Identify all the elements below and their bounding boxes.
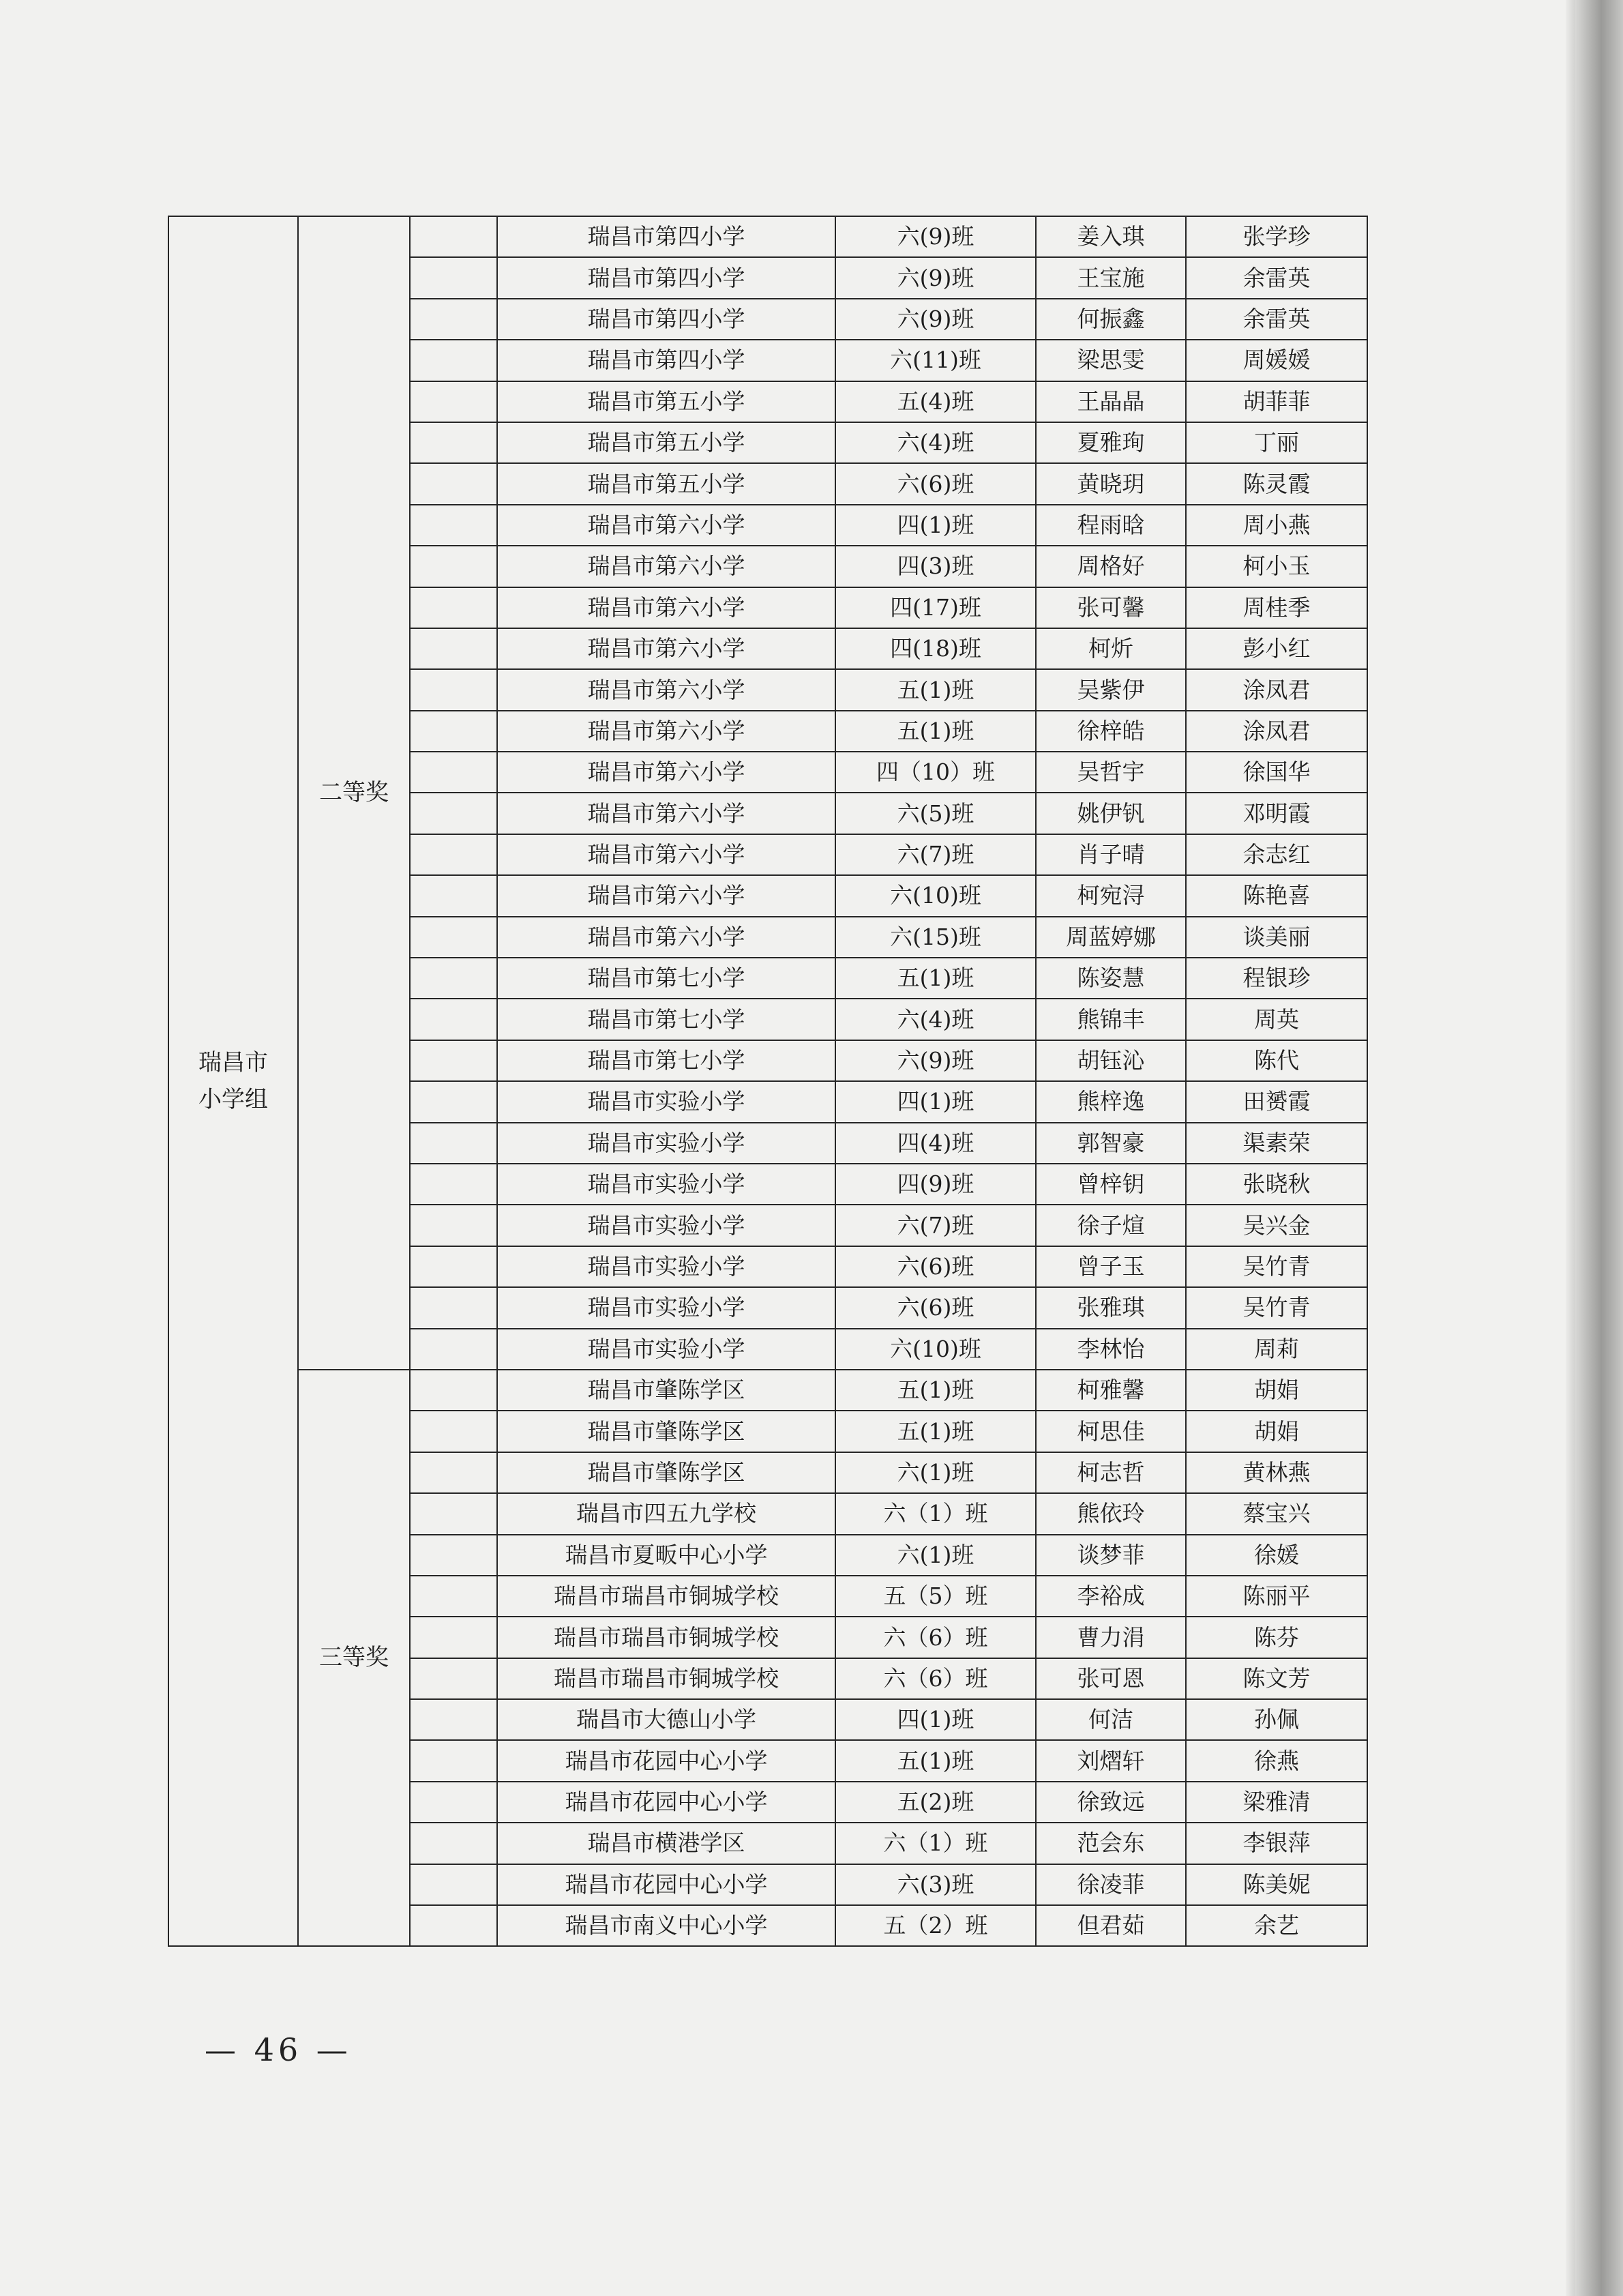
school-cell: 瑞昌市花园中心小学	[497, 1782, 835, 1823]
row-number-cell	[410, 628, 497, 669]
student-cell: 李裕成	[1036, 1576, 1186, 1617]
row-number-cell	[410, 1081, 497, 1122]
row-number-cell	[410, 1617, 497, 1658]
row-number-cell	[410, 1535, 497, 1576]
student-cell: 张雅琪	[1036, 1287, 1186, 1328]
teacher-cell: 蔡宝兴	[1186, 1493, 1367, 1534]
row-number-cell	[410, 1164, 497, 1205]
row-number-cell	[410, 669, 497, 710]
student-cell: 胡钰沁	[1036, 1040, 1186, 1081]
student-cell: 肖子晴	[1036, 834, 1186, 875]
teacher-cell: 李银萍	[1186, 1823, 1367, 1864]
school-cell: 瑞昌市第六小学	[497, 711, 835, 752]
student-cell: 姚伊钒	[1036, 793, 1186, 834]
school-cell: 瑞昌市肇陈学区	[497, 1370, 835, 1411]
teacher-cell: 丁丽	[1186, 422, 1367, 463]
school-cell: 瑞昌市第六小学	[497, 793, 835, 834]
school-cell: 瑞昌市瑞昌市铜城学校	[497, 1658, 835, 1699]
row-number-cell	[410, 1287, 497, 1328]
school-cell: 瑞昌市第五小学	[497, 463, 835, 504]
teacher-cell: 余雷英	[1186, 299, 1367, 340]
class-cell: 六(9)班	[835, 299, 1036, 340]
school-cell: 瑞昌市实验小学	[497, 1164, 835, 1205]
class-cell: 六(1)班	[835, 1452, 1036, 1493]
award-table-body	[168, 216, 1367, 1946]
class-cell: 六(7)班	[835, 834, 1036, 875]
row-number-cell	[410, 587, 497, 628]
student-cell: 刘熠轩	[1036, 1740, 1186, 1781]
page-binding-shadow	[1566, 0, 1575, 2296]
teacher-cell: 余志红	[1186, 834, 1367, 875]
class-cell: 六(3)班	[835, 1864, 1036, 1905]
class-cell: 四(1)班	[835, 1081, 1036, 1122]
class-cell: 六(9)班	[835, 257, 1036, 298]
row-number-cell	[410, 1493, 497, 1534]
teacher-cell: 胡菲菲	[1186, 381, 1367, 422]
student-cell: 李林怡	[1036, 1329, 1186, 1370]
teacher-cell: 张学珍	[1186, 216, 1367, 257]
row-number-cell	[410, 1576, 497, 1617]
student-cell: 何洁	[1036, 1699, 1186, 1740]
teacher-cell: 涂凤君	[1186, 711, 1367, 752]
class-cell: 六(4)班	[835, 999, 1036, 1040]
row-number-cell	[410, 1123, 497, 1164]
student-cell: 姜入琪	[1036, 216, 1186, 257]
school-cell: 瑞昌市第四小学	[497, 340, 835, 381]
row-number-cell	[410, 1040, 497, 1081]
teacher-cell: 余雷英	[1186, 257, 1367, 298]
school-cell: 瑞昌市横港学区	[497, 1823, 835, 1864]
class-cell: 六（1）班	[835, 1493, 1036, 1534]
school-cell: 瑞昌市花园中心小学	[497, 1740, 835, 1781]
award-level-cell: 三等奖	[298, 1370, 410, 1946]
class-cell: 六（1）班	[835, 1823, 1036, 1864]
student-cell: 熊锦丰	[1036, 999, 1186, 1040]
school-cell: 瑞昌市第六小学	[497, 834, 835, 875]
teacher-cell: 陈代	[1186, 1040, 1367, 1081]
school-cell: 瑞昌市实验小学	[497, 1246, 835, 1287]
school-cell: 瑞昌市第四小学	[497, 216, 835, 257]
class-cell: 六(6)班	[835, 463, 1036, 504]
row-number-cell	[410, 1329, 497, 1370]
teacher-cell: 张晓秋	[1186, 1164, 1367, 1205]
school-cell: 瑞昌市南义中心小学	[497, 1905, 835, 1946]
class-cell: 四(3)班	[835, 546, 1036, 587]
student-cell: 范会东	[1036, 1823, 1186, 1864]
class-cell: 五(2)班	[835, 1782, 1036, 1823]
row-number-cell	[410, 216, 497, 257]
class-cell: 六(6)班	[835, 1287, 1036, 1328]
class-cell: 五（2）班	[835, 1905, 1036, 1946]
class-cell: 四（10）班	[835, 752, 1036, 793]
teacher-cell: 田赟霞	[1186, 1081, 1367, 1122]
student-cell: 徐致远	[1036, 1782, 1186, 1823]
school-cell: 瑞昌市第六小学	[497, 628, 835, 669]
school-cell: 瑞昌市第六小学	[497, 875, 835, 916]
student-cell: 曾梓钥	[1036, 1164, 1186, 1205]
school-cell: 瑞昌市实验小学	[497, 1123, 835, 1164]
student-cell: 柯志哲	[1036, 1452, 1186, 1493]
row-number-cell	[410, 1452, 497, 1493]
teacher-cell: 吴竹青	[1186, 1287, 1367, 1328]
school-cell: 瑞昌市第六小学	[497, 752, 835, 793]
class-cell: 五(1)班	[835, 958, 1036, 999]
row-number-cell	[410, 1823, 497, 1864]
school-cell: 瑞昌市瑞昌市铜城学校	[497, 1617, 835, 1658]
award-table	[168, 216, 1368, 1947]
teacher-cell: 徐燕	[1186, 1740, 1367, 1781]
teacher-cell: 吴竹青	[1186, 1246, 1367, 1287]
teacher-cell: 徐媛	[1186, 1535, 1367, 1576]
school-cell: 瑞昌市第六小学	[497, 505, 835, 546]
class-cell: 六(15)班	[835, 917, 1036, 958]
row-number-cell	[410, 958, 497, 999]
school-cell: 瑞昌市花园中心小学	[497, 1864, 835, 1905]
student-cell: 徐梓皓	[1036, 711, 1186, 752]
student-cell: 熊依玲	[1036, 1493, 1186, 1534]
school-cell: 瑞昌市第六小学	[497, 669, 835, 710]
school-cell: 瑞昌市夏畈中心小学	[497, 1535, 835, 1576]
row-number-cell	[410, 1411, 497, 1452]
teacher-cell: 程银珍	[1186, 958, 1367, 999]
class-cell: 六(7)班	[835, 1205, 1036, 1246]
class-cell: 五(1)班	[835, 1740, 1036, 1781]
school-cell: 瑞昌市第七小学	[497, 958, 835, 999]
teacher-cell: 吴兴金	[1186, 1205, 1367, 1246]
group-label-line2: 小学组	[198, 1086, 268, 1114]
class-cell: 四(1)班	[835, 505, 1036, 546]
page-number: — 46 —	[205, 2031, 352, 2068]
class-cell: 六（6）班	[835, 1617, 1036, 1658]
row-number-cell	[410, 381, 497, 422]
student-cell: 张可馨	[1036, 587, 1186, 628]
class-cell: 六（6）班	[835, 1658, 1036, 1699]
row-number-cell	[410, 1246, 497, 1287]
row-number-cell	[410, 422, 497, 463]
teacher-cell: 渠素荣	[1186, 1123, 1367, 1164]
student-cell: 曹力涓	[1036, 1617, 1186, 1658]
teacher-cell: 彭小红	[1186, 628, 1367, 669]
student-cell: 柯炘	[1036, 628, 1186, 669]
class-cell: 五(4)班	[835, 381, 1036, 422]
teacher-cell: 周小燕	[1186, 505, 1367, 546]
teacher-cell: 黄林燕	[1186, 1452, 1367, 1493]
class-cell: 五(1)班	[835, 669, 1036, 710]
row-number-cell	[410, 1205, 497, 1246]
class-cell: 六(9)班	[835, 216, 1036, 257]
row-number-cell	[410, 463, 497, 504]
teacher-cell: 陈艳喜	[1186, 875, 1367, 916]
class-cell: 五(1)班	[835, 711, 1036, 752]
class-cell: 六(9)班	[835, 1040, 1036, 1081]
school-cell: 瑞昌市实验小学	[497, 1287, 835, 1328]
class-cell: 五（5）班	[835, 1576, 1036, 1617]
row-number-cell	[410, 299, 497, 340]
school-cell: 瑞昌市第四小学	[497, 257, 835, 298]
teacher-cell: 周媛媛	[1186, 340, 1367, 381]
row-number-cell	[410, 999, 497, 1040]
teacher-cell: 陈丽平	[1186, 1576, 1367, 1617]
school-cell: 瑞昌市第六小学	[497, 917, 835, 958]
student-cell: 梁思雯	[1036, 340, 1186, 381]
teacher-cell: 周莉	[1186, 1329, 1367, 1370]
school-cell: 瑞昌市第五小学	[497, 422, 835, 463]
teacher-cell: 陈美妮	[1186, 1864, 1367, 1905]
row-number-cell	[410, 875, 497, 916]
class-cell: 六(5)班	[835, 793, 1036, 834]
school-cell: 瑞昌市第六小学	[497, 546, 835, 587]
teacher-cell: 孙佩	[1186, 1699, 1367, 1740]
class-cell: 四(18)班	[835, 628, 1036, 669]
group-cell	[168, 216, 298, 1946]
school-cell: 瑞昌市第七小学	[497, 1040, 835, 1081]
teacher-cell: 柯小玉	[1186, 546, 1367, 587]
student-cell: 黄晓玥	[1036, 463, 1186, 504]
row-number-cell	[410, 1864, 497, 1905]
teacher-cell: 胡娟	[1186, 1411, 1367, 1452]
school-cell: 瑞昌市肇陈学区	[497, 1411, 835, 1452]
student-cell: 程雨晗	[1036, 505, 1186, 546]
student-cell: 吴哲宇	[1036, 752, 1186, 793]
row-number-cell	[410, 834, 497, 875]
row-number-cell	[410, 1370, 497, 1411]
student-cell: 但君茹	[1036, 1905, 1186, 1946]
teacher-cell: 陈文芳	[1186, 1658, 1367, 1699]
row-number-cell	[410, 917, 497, 958]
school-cell: 瑞昌市肇陈学区	[497, 1452, 835, 1493]
teacher-cell: 徐国华	[1186, 752, 1367, 793]
table-row	[168, 216, 1367, 257]
student-cell: 柯思佳	[1036, 1411, 1186, 1452]
class-cell: 四(4)班	[835, 1123, 1036, 1164]
class-cell: 六(10)班	[835, 875, 1036, 916]
row-number-cell	[410, 793, 497, 834]
school-cell: 瑞昌市四五九学校	[497, 1493, 835, 1534]
student-cell: 谈梦菲	[1036, 1535, 1186, 1576]
school-cell: 瑞昌市大德山小学	[497, 1699, 835, 1740]
teacher-cell: 周桂季	[1186, 587, 1367, 628]
row-number-cell	[410, 752, 497, 793]
student-cell: 熊梓逸	[1036, 1081, 1186, 1122]
student-cell: 何振鑫	[1036, 299, 1186, 340]
teacher-cell: 胡娟	[1186, 1370, 1367, 1411]
class-cell: 四(9)班	[835, 1164, 1036, 1205]
school-cell: 瑞昌市实验小学	[497, 1205, 835, 1246]
teacher-cell: 陈芬	[1186, 1617, 1367, 1658]
student-cell: 张可恩	[1036, 1658, 1186, 1699]
teacher-cell: 梁雅清	[1186, 1782, 1367, 1823]
student-cell: 周格好	[1036, 546, 1186, 587]
school-cell: 瑞昌市第六小学	[497, 587, 835, 628]
row-number-cell	[410, 1905, 497, 1946]
class-cell: 五(1)班	[835, 1370, 1036, 1411]
school-cell: 瑞昌市第五小学	[497, 381, 835, 422]
teacher-cell: 陈灵霞	[1186, 463, 1367, 504]
row-number-cell	[410, 546, 497, 587]
student-cell: 吴紫伊	[1036, 669, 1186, 710]
school-cell: 瑞昌市瑞昌市铜城学校	[497, 1576, 835, 1617]
teacher-cell: 余艺	[1186, 1905, 1367, 1946]
student-cell: 曾子玉	[1036, 1246, 1186, 1287]
group-label-line1: 瑞昌市	[198, 1048, 268, 1076]
student-cell: 徐凌菲	[1036, 1864, 1186, 1905]
row-number-cell	[410, 711, 497, 752]
award-level-cell: 二等奖	[298, 216, 410, 1370]
row-number-cell	[410, 1699, 497, 1740]
row-number-cell	[410, 1740, 497, 1781]
teacher-cell: 涂凤君	[1186, 669, 1367, 710]
student-cell: 陈姿慧	[1036, 958, 1186, 999]
school-cell: 瑞昌市实验小学	[497, 1081, 835, 1122]
student-cell: 柯宛浔	[1036, 875, 1186, 916]
student-cell: 夏雅珣	[1036, 422, 1186, 463]
row-number-cell	[410, 1658, 497, 1699]
page-edge	[1575, 0, 1623, 2296]
class-cell: 五(1)班	[835, 1411, 1036, 1452]
table-row	[168, 1370, 1367, 1411]
student-cell: 郭智豪	[1036, 1123, 1186, 1164]
school-cell: 瑞昌市第七小学	[497, 999, 835, 1040]
student-cell: 徐子煊	[1036, 1205, 1186, 1246]
row-number-cell	[410, 1782, 497, 1823]
class-cell: 六(11)班	[835, 340, 1036, 381]
teacher-cell: 周英	[1186, 999, 1367, 1040]
school-cell: 瑞昌市第四小学	[497, 299, 835, 340]
teacher-cell: 谈美丽	[1186, 917, 1367, 958]
school-cell: 瑞昌市实验小学	[497, 1329, 835, 1370]
class-cell: 六(1)班	[835, 1535, 1036, 1576]
teacher-cell: 邓明霞	[1186, 793, 1367, 834]
class-cell: 四(17)班	[835, 587, 1036, 628]
row-number-cell	[410, 505, 497, 546]
student-cell: 王晶晶	[1036, 381, 1186, 422]
row-number-cell	[410, 340, 497, 381]
student-cell: 柯雅馨	[1036, 1370, 1186, 1411]
class-cell: 六(10)班	[835, 1329, 1036, 1370]
class-cell: 四(1)班	[835, 1699, 1036, 1740]
student-cell: 王宝施	[1036, 257, 1186, 298]
class-cell: 六(6)班	[835, 1246, 1036, 1287]
class-cell: 六(4)班	[835, 422, 1036, 463]
student-cell: 周蓝婷娜	[1036, 917, 1186, 958]
row-number-cell	[410, 257, 497, 298]
